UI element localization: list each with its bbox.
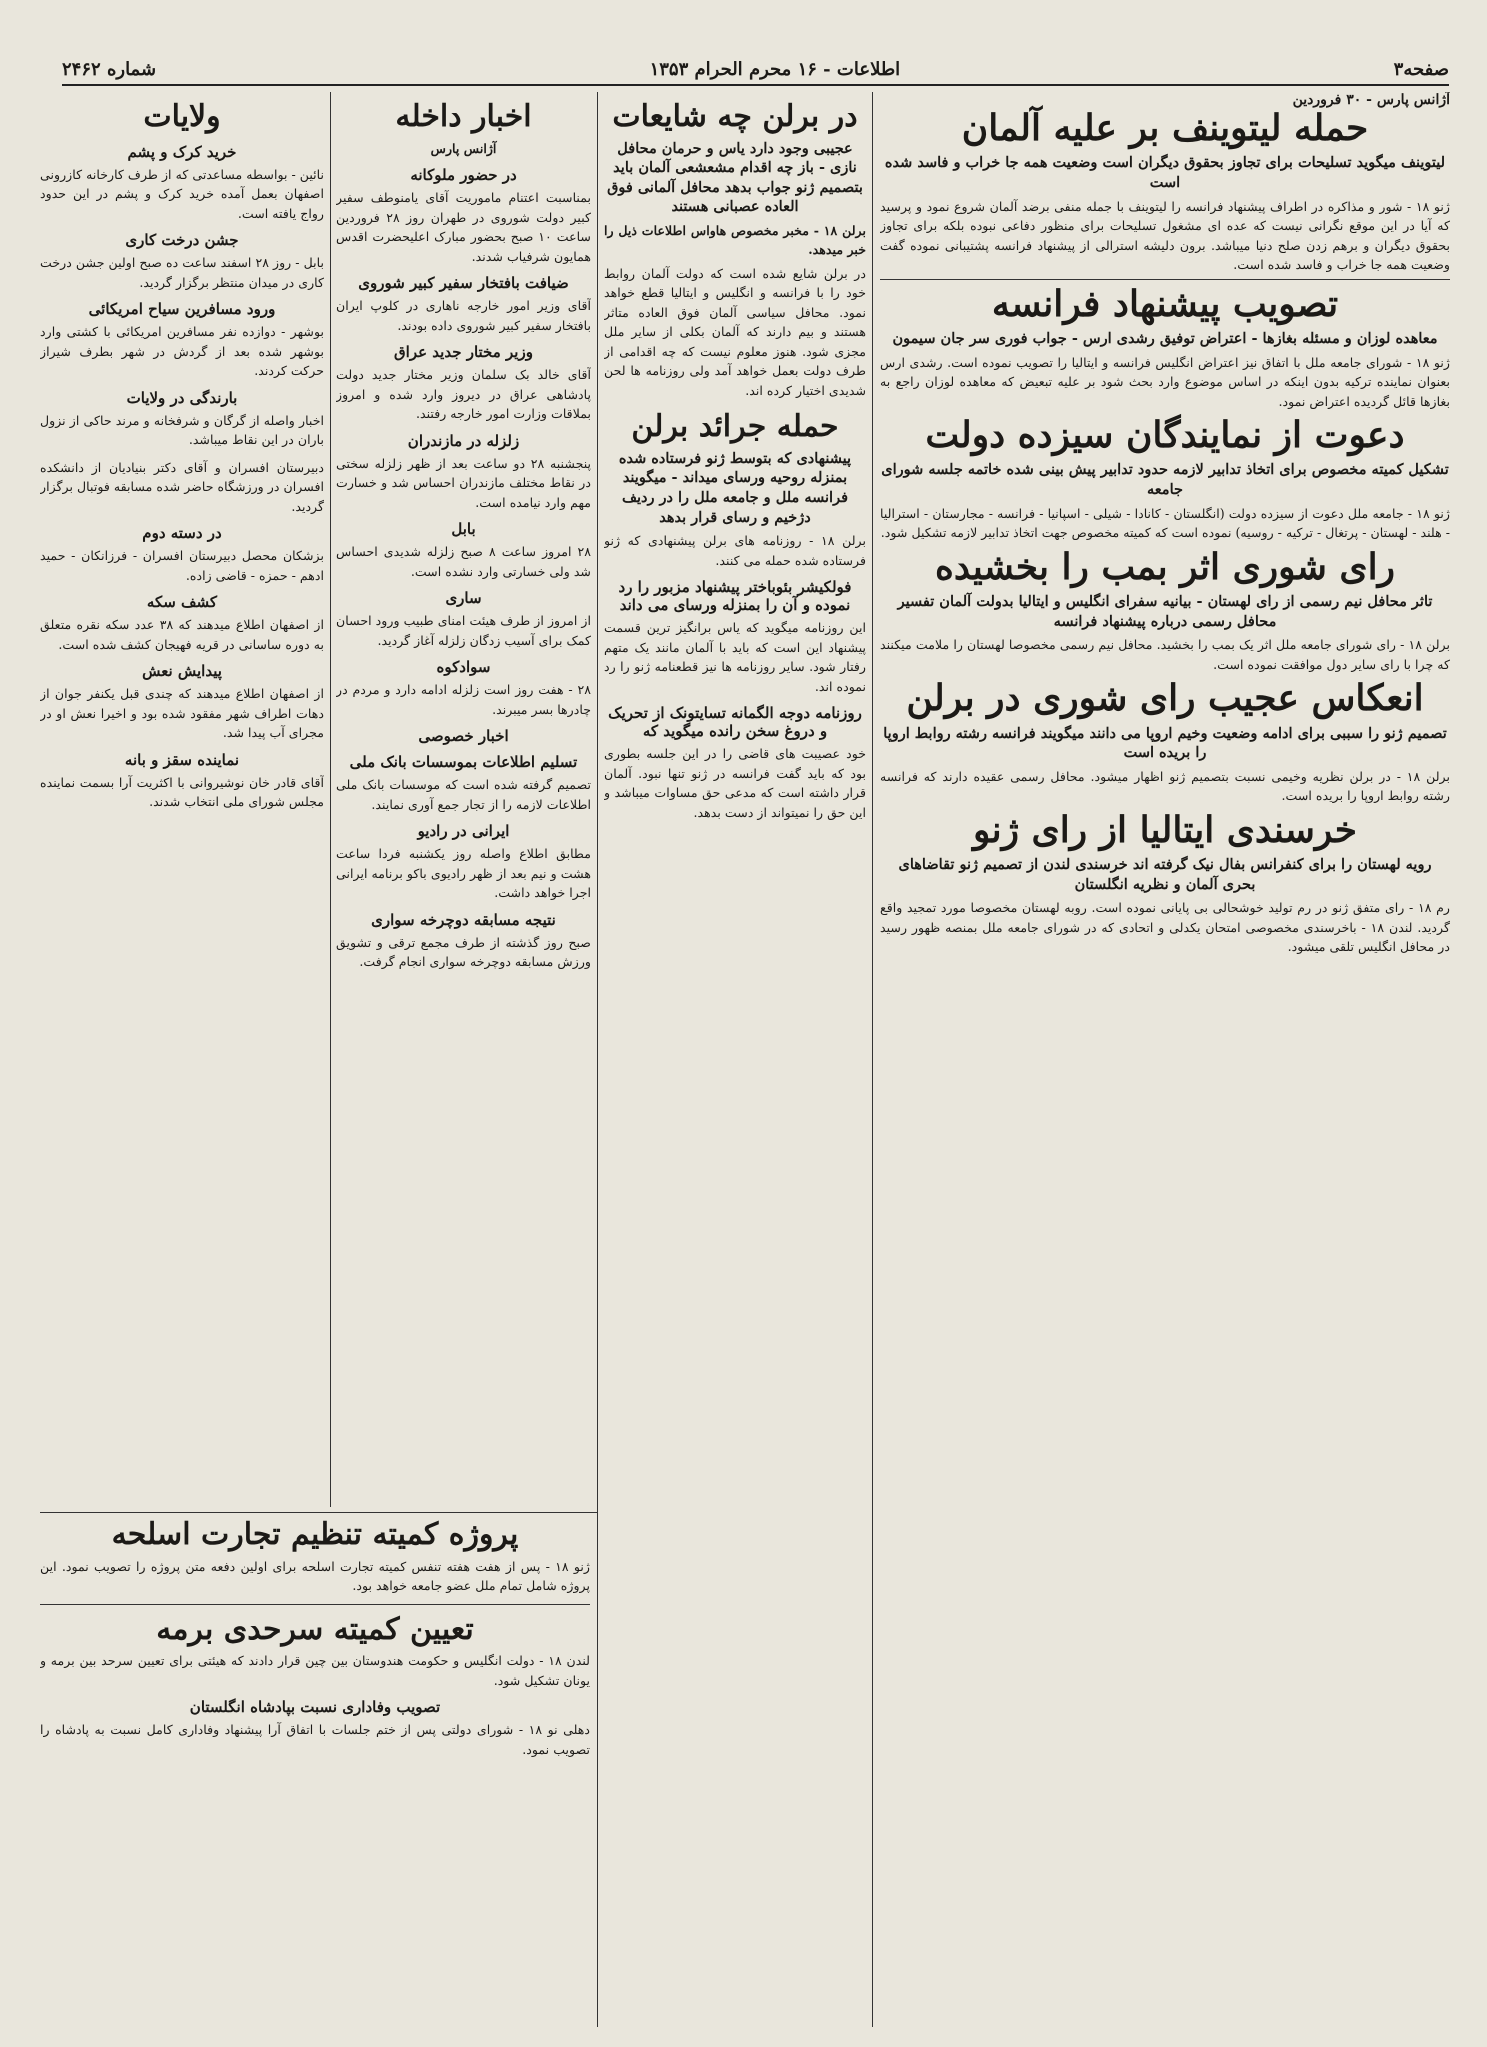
page-label: صفحه۳ (1393, 58, 1449, 80)
section-title: پیدایش نعش (142, 662, 222, 681)
section-title: در حضور ملوکانه (410, 166, 517, 185)
subhead-allgemeine: روزنامه دوجه الگمانه تسایتونک از تحریک و دروغ سخن رانده میگوید که (608, 704, 862, 741)
province-sections (40, 143, 324, 812)
article-burma-border: لندن ۱۸ - دولت انگلیس و حکومت هندوستان بین چین قرار دادند که هیئتی برای تعیین سرحد بین برمه و یونان تشکیل شود. (40, 1653, 590, 1688)
headline-berlin-press: حمله جرائد برلن (631, 409, 839, 445)
deck-french-proposal: معاهده لوزان و مسئله بغازها - اعتراض توفیق رشدی ارس - جواب فوری سر جان سیمون (892, 329, 1438, 347)
headline-thirteen-states: دعوت از نمایندگان سیزده دولت (925, 414, 1405, 457)
headline-provinces: ولایات (143, 100, 221, 134)
paper-date: اطلاعات - ۱۶ محرم الحرام ۱۳۵۳ (649, 58, 901, 80)
column-provinces (40, 100, 324, 1507)
section-title: ضیافت بافتخار سفیر کبیر شوروی (358, 274, 569, 293)
agency-label: آژانس پارس (430, 140, 497, 156)
section-title: تسلیم اطلاعات بموسسات بانک ملی (349, 753, 578, 772)
section-body: از اصفهان اطلاع میدهند که ۳۸ عدد سکه نقره متعلق به دوره ساسانی در قریه فهیجان کشف شده است. (40, 617, 324, 652)
section-body: آقای وزیر امور خارجه ناهاری در کلوپ ایران بافتخار سفیر کبیر شوروی داده بودند. (336, 298, 591, 333)
section-body: ۲۸ امروز ساعت ۸ صبح زلزله شدیدی احساس شد ولی خسارتی وارد نشده است. (336, 544, 591, 579)
deck-litvinov: لیتوینف میگوید تسلیحات برای تجاوز بحقوق دیگران است وضعیت همه جا خراب و فاسد شده است (884, 154, 1446, 191)
article-loyalty: دهلی نو ۱۸ - شورای دولتی پس از ختم جلسات با اتفاق آرا پیشنهاد وفاداری کامل نسبت به پادشاه را تصویب نمود. (40, 1722, 590, 1757)
article-council-vote: برلن ۱۸ - رای شورای جامعه ملل اثر یک بمب را بخشید. محافل نیم رسمی مخصوصا لهستان را ملامت میکنند که چرا با رای سایر دول موافقت نموده است. (880, 637, 1450, 672)
section-body: مطابق اطلاع واصله روز یکشنبه فردا ساعت هشت و نیم بعد از ظهر رادیوی باکو برنامه ایرانی اجرا خواهد داشت. (336, 846, 591, 901)
section-title: جشن درخت کاری (125, 231, 239, 250)
deck-thirteen-states: تشکیل کمیته مخصوص برای اتخاذ تدابیر لازمه حدود تدابیر پیش بینی شده خاتمه جلسه شورای جامعه (881, 461, 1449, 499)
bottom-block (40, 1518, 590, 2028)
deck-berlin-rumors: عجیبی وجود دارد یاس و حرمان محافل نازی - باز چه اقدام مشعشعی آلمان باید بتصمیم ژنو جواب بدهد محافل آلمانی فوق العاده عصبانی هستند (607, 139, 863, 216)
article-allgemeine: خود عصیبت های قاضی را در این جلسه بطوری بود که باید گفت فرانسه در ژنو تنها نبود. آلمان قرار داشته است که مدعی حق مساوات میباشد و این حق را نمیتواند از دست بدهد. (604, 746, 866, 820)
headline-french-proposal: تصویب پیشنهاد فرانسه (991, 282, 1339, 325)
dateline: آژانس پارس - ۳۰ فروردین (1292, 92, 1450, 108)
section-title: در دسته دوم (142, 524, 222, 543)
section-body: ۲۸ - هفت روز است زلزله ادامه دارد و مردم در چادرها بسر میبرند. (336, 682, 591, 717)
section-title: وزیر مختار جدید عراق (394, 343, 533, 362)
section-body: بمناسبت اعتنام ماموریت آقای یامنوطف سفیر کبیر دولت شوروی در طهران روز ۲۸ فروردین ساعت ۱۰ صبح بحضور مبارک اعلیحضرت اقدس همایون شرفیاب شدند. (336, 190, 591, 264)
byline-berlin: برلن ۱۸ - مخبر مخصوص هاواس اطلاعات ذیل را خبر میدهد. (604, 222, 866, 258)
section-body: تصمیم گرفته شده است که موسسات بانک ملی اطلاعات لازمه را از تجار جمع آوری نمایند. (336, 777, 591, 812)
section-title: ورود مسافرین سیاح امریکائی (88, 300, 276, 319)
article-italy-satisfaction: رم ۱۸ - رای متفق ژنو در رم تولید خوشحالی بی پایانی نموده است. روبه لهستان مخصوصا مورد تمجید واقع گردید. لندن ۱۸ - باخرسندی مخصوصی امتحان یکدلی و اتحادی که در شورای جامعه ملل بمنصه ظهور رسید در محافل انگلیس تلقی میشود. (880, 900, 1450, 955)
article-thirteen-states: ژنو ۱۸ - جامعه ملل دعوت از سیزده دولت (انگلستان - کانادا - شیلی - اسپانیا - فرانسه - مجارستان - استرالیا - هلند - لهستان - پرتغال - ترکیه - روسیه) نموده است که کمیته مخصوص جهت اتخاذ تدابیر لازمه تشکیل شود. (880, 505, 1450, 541)
section-body: بابل - روز ۲۸ اسفند ساعت ده صبح اولین جشن درخت کاری در میدان منتظر برگزار گردید. (40, 255, 324, 290)
headline-berlin-reaction: انعکاس عجیب رای شوری در برلن (906, 677, 1424, 720)
section-body: آقای خالد بک سلمان وزیر مختار جدید دولت پادشاهی عراق در دیروز وارد شده و امروز بملاقات وزارت امور خارجه رفتند. (336, 367, 591, 422)
section-body: بوشهر - دوازده نفر مسافرین امریکائی با کشتی وارد بوشهر شده بعد از گردش در شهر بطرف شیراز حرکت کردند. (40, 324, 324, 379)
headline-council-vote: رای شوری اثر بمب را بخشیده (934, 545, 1395, 588)
column-world-news (880, 92, 1450, 2027)
subhead-volkischer: فولکیشر بئوباختر پیشنهاد مزبور را رد نموده و آن را بمنزله ورسای می داند (618, 578, 852, 615)
deck-council-vote: تاثر محافل نیم رسمی از رای لهستان - بیانیه سفرای انگلیس و ایتالیا بدولت آلمان تفسیر محافل رسمی درباره پیشنهاد فرانسه (897, 593, 1433, 630)
article-berlin-rumors: در برلن شایع شده است که دولت آلمان روابط خود را با فرانسه و انگلیس و ایتالیا قطع خواهد نمود. محافل سیاسی آلمان فوق العاده متاثر هستند و بیم دارند که آلمان بکلی از سایر ملل مجزی شود. هنوز معلوم نیست که چه اقدامی از طرف دولت بعمل خواهد آمد ولی روزنامه ها لحن شدیدی اختیار کرده اند. (604, 265, 866, 398)
article-berlin-press: برلن ۱۸ - روزنامه های برلن پیشنهادی که ژنو فرستاده شده حمله می کنند. (604, 533, 866, 568)
deck-berlin-reaction: تصمیم ژنو را سببی برای ادامه وضعیت وخیم اروپا می دانند میگویند فرانسه رشته روابط اروپا را بریده است (883, 724, 1447, 762)
issue-number: شماره ۲۴۶۲ (62, 58, 157, 80)
column-rule (872, 92, 873, 2027)
section-title: نتیجه مسابقه دوچرخه سواری (371, 910, 556, 929)
section-body: نائین - بواسطه مساعدتی که از طرف کارخانه کازرونی اصفهان بعمل آمده خرید کرک و پشم در این حدود رواج یافته است. (40, 166, 324, 221)
section-title: بابل (451, 520, 476, 539)
section-title: اخبار خصوصی (418, 727, 509, 746)
article-arms-trade: ژنو ۱۸ - پس از هفت هفته تنفس کمیته تجارت اسلحه برای اولین دفعه متن پروژه را تصویب نمود. این پروژه شامل تمام ملل عضو جامعه خواهد بود. (40, 1558, 590, 1594)
column-rule (330, 92, 331, 1507)
headline-arms-trade: پروژه کمیته تنظیم تجارت اسلحه (111, 1518, 519, 1552)
section-title: کشف سکه (146, 593, 218, 612)
section-body: دبیرستان افسران و آقای دکتر بنیادیان از دانشکده افسران در ورزشگاه حاضر شده مسابقه فوتبال برگزار گردید. (40, 459, 324, 514)
section-title: سوادکوه (436, 658, 491, 677)
article-volkischer: این روزنامه میگوید که یاس برانگیز ترین قسمت پیشنهاد این است که باید با آلمان مانند یک متهم رفتار شود. سایر روزنامه ها نیز قطعنامه ژنو را رد نموده اند. (604, 620, 866, 694)
column-berlin-rumors (604, 100, 866, 2027)
section-body: از امروز از طرف هیئت امنای طبیب ورود احسان کمک برای آسیب زدگان زلزله آغاز گردید. (336, 613, 591, 648)
headline-italy-satisfaction: خرسندی ایتالیا از رای ژنو (973, 808, 1357, 851)
section-body: اخبار واصله از گرگان و شرفخانه و مرند حاکی از نزول باران در این نقاط میباشد. (40, 412, 324, 448)
section-title: نماینده سقز و بانه (124, 750, 240, 769)
deck-italy-satisfaction: رویه لهستان را برای کنفرانس بفال نیک گرفته اند خرسندی لندن از تصمیم ژنو تقاضاهای بحری آلمان و نظریه انگلستان (898, 856, 1432, 893)
headline-domestic: اخبار داخله (395, 100, 532, 134)
subhead-loyalty: تصویب وفاداری نسبت بپادشاه انگلستان (189, 1698, 441, 1717)
section-title: ساری (445, 589, 482, 608)
headline-litvinov: حمله لیتوینف بر علیه آلمان (961, 107, 1369, 149)
deck-berlin-press: پیشنهادی که بتوسط ژنو فرستاده شده بمنزله روحیه ورسای میداند - میگویند فرانسه ملل و جامعه ملل را در ردیف دژخیم و رسای قرار بدهد (618, 449, 852, 526)
section-title: زلزله در مازندران (407, 431, 520, 450)
section-body: از اصفهان اطلاع میدهند که چندی قبل یکنفر جوان از دهات اطراف شهر مفقود شده بود و اخیرا نعش او در مجرای آب پیدا شد. (40, 686, 324, 741)
headline-burma-border: تعیین کمیته سرحدی برمه (156, 1611, 474, 1647)
headline-berlin-rumors: در برلن چه شایعات (612, 100, 858, 134)
section-body: بزشکان محصل دبیرستان افسران - فرزانکان - حمید ادهم - حمزه - قاضی زاده. (40, 548, 324, 583)
domestic-sections (336, 166, 591, 972)
article-litvinov: ژنو ۱۸ - شور و مذاکره در اطراف پیشنهاد فرانسه را لیتوینف با جمله منفی برضد آلمان شروع نمود و پرسید که آیا در این موقع نگرانی نیست که عده ای مشغول تسلیحات برای منظور دفاعی نبوده بلکه برای تجاوز بحقوق دیگران و برهم زدن صلح دنیا میباشد. برون دلیشه استرالی از پیشنهاد فرانسه پشتیبانی نموده گفت وضعیت همه جا خراب و فاسد شده است. (880, 198, 1450, 273)
section-body: پنجشنبه ۲۸ دو ساعت بعد از ظهر زلزله سختی در نقاط مختلف مازندران احساس شد و خسارت مهم وارد نیامده است. (336, 455, 591, 510)
article-berlin-reaction: برلن ۱۸ - در برلن نظریه وخیمی نسبت بتصمیم ژنو اظهار میشود. محافل رسمی عقیده دارند که فرانسه رشته روابط اروپا را بریده است. (880, 768, 1450, 804)
masthead (62, 54, 1449, 86)
column-rule (597, 92, 598, 2027)
section-title: بارندگی در ولایات (126, 388, 238, 407)
section-title: ایرانی در رادیو (417, 822, 510, 841)
article-french-proposal: ژنو ۱۸ - شورای جامعه ملل با اتفاق نیز اعتراض انگلیس فرانسه و ایتالیا را تصویب نموده است. رشدی ارس بعنوان نماینده ترکیه بدون اینکه در اساس موضوع وارد بحث شود بر علیه تبعیض که معاهده لوزان راجع به بغازها قائل گردیده اعتراض نمود. (880, 354, 1450, 409)
section-body: صبح روز گذشته از طرف مجمع ترقی و تشویق ورزش مسابقه دوچرخه سواری انجام گرفت. (336, 934, 591, 970)
column-domestic-news (336, 100, 591, 1507)
section-title: خرید کرک و پشم (127, 142, 237, 161)
section-body: آقای قادر خان نوشیروانی با اکثریت آرا بسمت نماینده مجلس شورای ملی انتخاب شدند. (40, 774, 324, 810)
